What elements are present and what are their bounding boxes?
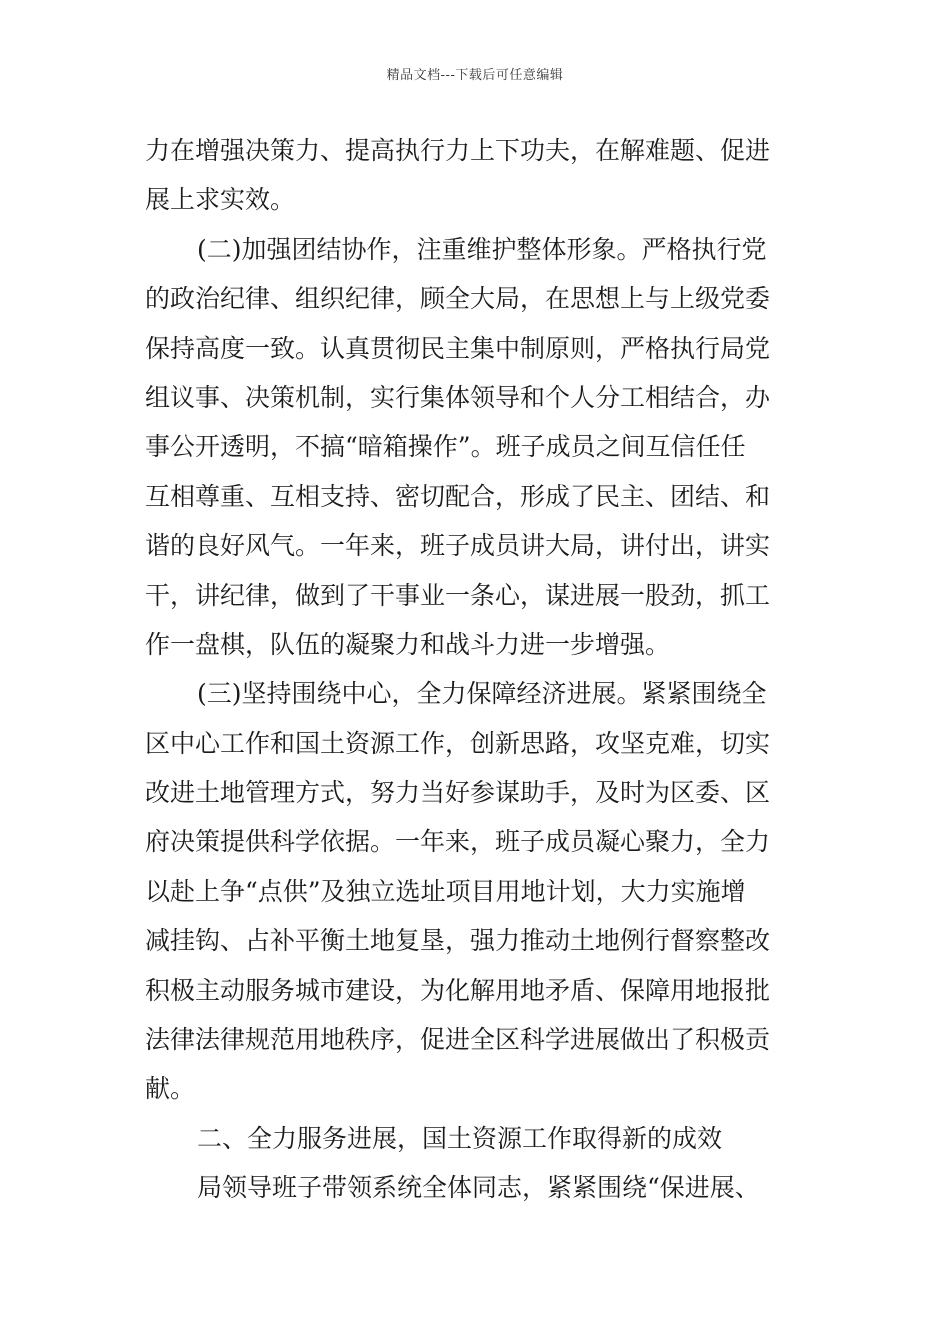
text-line: 献。 (145, 1074, 196, 1104)
text-line: 以赴上争“点供”及独立选址项目用地计划，大力实施增 (145, 876, 746, 906)
text-line: 谐的良好风气。一年来，班子成员讲大局，讲付出，讲实 (145, 531, 771, 561)
text-line: 局领导班子带领系统全体同志，紧紧围绕“保进展、 (197, 1173, 760, 1203)
section-heading: 二、全力服务进展，国土资源工作取得新的成效 (197, 1123, 723, 1153)
paragraph-heading-2: (二)加强团结协作，注重维护整体形象。严格执行党 (197, 234, 767, 264)
text-line: 改进土地管理方式，努力当好参谋助手，及时为区委、区 (145, 778, 771, 808)
text-line: 展上求实效。 (145, 185, 296, 215)
text-line: 的政治纪律、组织纪律，顾全大局，在思想上与上级党委 (145, 284, 771, 314)
text-line: 区中心工作和国土资源工作，创新思路，攻坚克难，切实 (145, 728, 771, 758)
text-line: 府决策提供科学依据。一年来，班子成员凝心聚力，全力 (145, 827, 771, 857)
document-body (145, 126, 807, 1213)
text-line: 保持高度一致。认真贯彻民主集中制原则，严格执行局党 (145, 333, 771, 363)
text-line: 干，讲纪律，做到了干事业一条心，谋进展一股劲，抓工 (145, 580, 771, 610)
text-line: 力在增强决策力、提高执行力上下功夫，在解难题、促进 (145, 136, 771, 165)
text-line: 法律法律规范用地秩序，促进全区科学进展做出了积极贡 (145, 1025, 771, 1055)
text-line: 积极主动服务城市建设，为化解用地矛盾、保障用地报批 (145, 975, 771, 1005)
text-line: 减挂钩、占补平衡土地复垦，强力推动土地例行督察整改 (145, 926, 771, 956)
page-header: 精品文档---下载后可任意编辑 (386, 68, 564, 83)
text-line: 事公开透明，不搞“暗箱操作”。班子成员之间互信任任 (145, 432, 746, 462)
text-line: 互相尊重、互相支持、密切配合，形成了民主、团结、和 (145, 481, 771, 511)
text-line: 作一盘棋，队伍的凝聚力和战斗力进一步增强。 (145, 629, 671, 659)
text-line: 组议事、决策机制，实行集体领导和个人分工相结合，办 (145, 382, 771, 412)
paragraph-heading-3: (三)坚持围绕中心，全力保障经济进展。紧紧围绕全 (197, 679, 767, 709)
